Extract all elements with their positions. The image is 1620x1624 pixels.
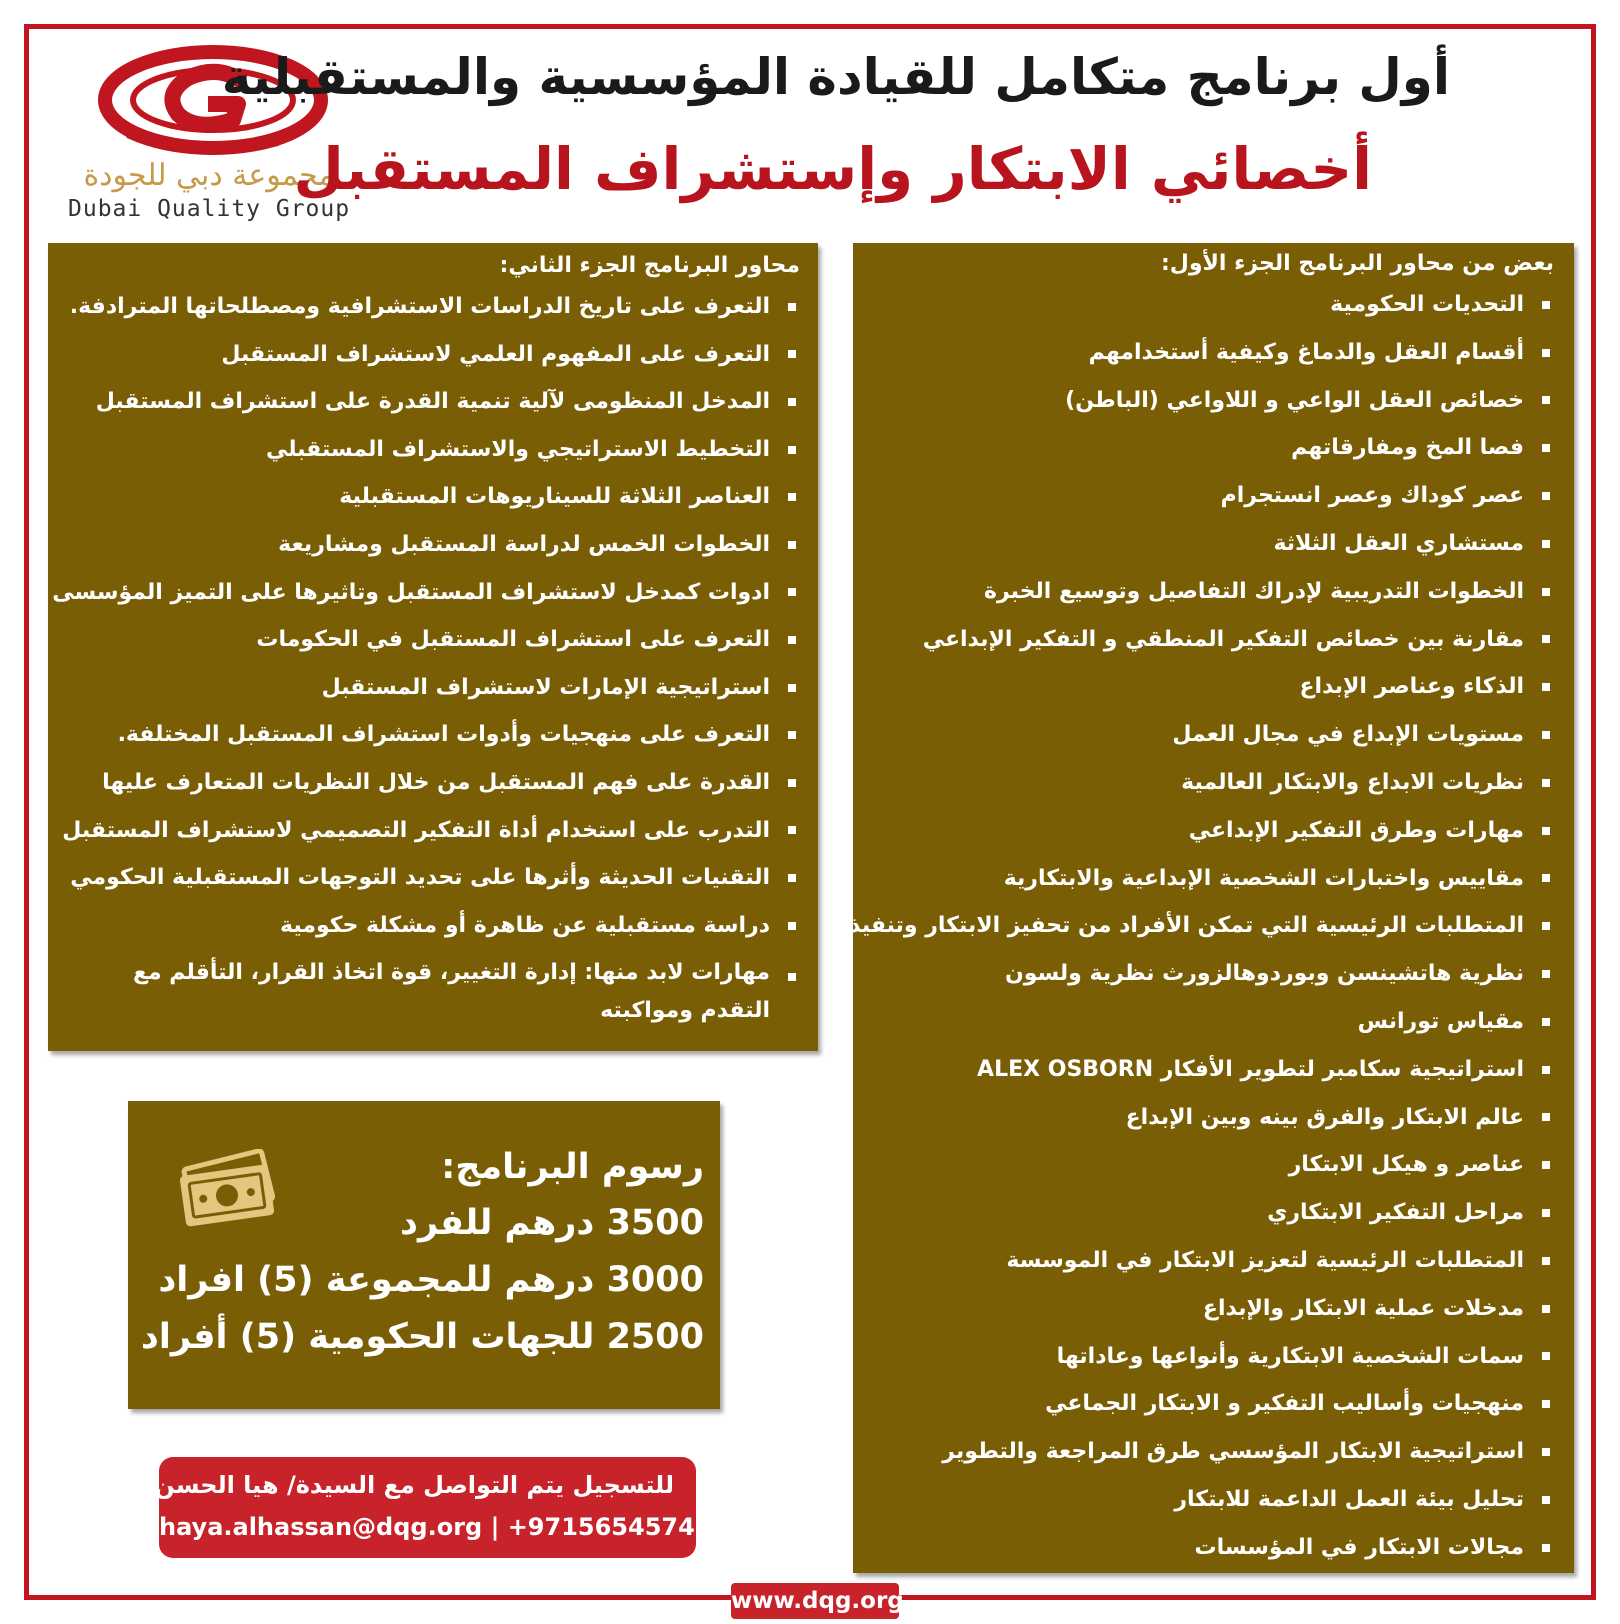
list-item: عالم الابتكار والفرق بينه وبين الإبداع xyxy=(867,1094,1554,1142)
list-item: مستويات الإبداع في مجال العمل xyxy=(867,711,1554,759)
list-item: مقارنة بين خصائص التفكير المنطقي و التفكير الإبداعي xyxy=(867,616,1554,664)
list-item: سمات الشخصية الابتكارية وأنواعها وعاداتها xyxy=(867,1333,1554,1381)
part-two-list xyxy=(36,283,800,1030)
part-one-heading: بعض من محاور البرنامج الجزء الأول: xyxy=(1160,251,1554,276)
money-icon xyxy=(178,1149,282,1233)
fees-panel xyxy=(36,1101,720,1409)
fee-government: 2500 للجهات الحكومية (5) أفراد فأكثر xyxy=(36,1317,704,1357)
list-item: مستشاري العقل الثلاثة xyxy=(867,520,1554,568)
list-item: مراحل التفكير الابتكاري xyxy=(867,1189,1554,1237)
list-item: الذكاء وعناصر الإبداع xyxy=(867,663,1554,711)
list-item: التخطيط الاستراتيجي والاستشراف المستقبلي xyxy=(60,426,800,474)
list-item: ادوات كمدخل لاستشراف المستقبل وتاثيرها على التميز المؤسسى . xyxy=(60,569,800,617)
list-item: عناصر و هيكل الابتكار xyxy=(867,1141,1554,1189)
list-item: أقسام العقل والدماغ وكيفية أستخدامهم xyxy=(867,329,1554,377)
list-item: استراتيجية الابتكار المؤسسي طرق المراجعة والتطوير xyxy=(867,1428,1554,1476)
list-item: مجالات الابتكار في المؤسسات xyxy=(867,1524,1554,1572)
list-item: خصائص العقل الواعي و اللاواعي (الباطن) xyxy=(867,377,1554,425)
list-item: دراسة مستقبلية عن ظاهرة أو مشكلة حكومية xyxy=(60,902,800,950)
list-item: فصا المخ ومفارقاتهم xyxy=(867,424,1554,472)
list-item: مهارات وطرق التفكير الإبداعي xyxy=(867,807,1554,855)
fees-title: رسوم البرنامج: xyxy=(441,1147,704,1187)
contact-email-phone[interactable]: haya.alhassan@dqg.org | +971565457412 xyxy=(159,1513,729,1541)
list-item: العناصر الثلاثة للسيناريوهات المستقبلية xyxy=(60,473,800,521)
website-link[interactable]: www.dqg.org xyxy=(731,1583,899,1619)
contact-text: للتسجيل يتم التواصل مع السيدة/ هيا الحسن xyxy=(154,1471,674,1499)
list-item: التعرف على تاريخ الدراسات الاستشرافية ومصطلحاتها المترادفة. xyxy=(60,283,800,331)
list-item: عصر كوداك وعصر انستجرام xyxy=(867,472,1554,520)
list-item: التعرف على استشراف المستقبل في الحكومات xyxy=(60,616,800,664)
fee-group: 3000 درهم للمجموعة (5) افراد xyxy=(158,1260,704,1300)
program-title: أخصائي الابتكار وإستشراف المستقبل xyxy=(293,135,1372,203)
logo-english-text: Dubai Quality Group xyxy=(68,196,351,222)
part-two-panel xyxy=(36,243,818,1051)
part-two-heading: محاور البرنامج الجزء الثاني: xyxy=(499,253,800,278)
list-item: المتطلبات الرئيسية لتعزيز الابتكار في الموسسة xyxy=(867,1237,1554,1285)
list-item: مهارات لابد منها: إدارة التغيير، قوة اتخاذ القرار، التأقلم مع التقدم ومواكبته xyxy=(60,949,800,1030)
list-item: منهجيات وأساليب التفكير و الابتكار الجماعي xyxy=(867,1380,1554,1428)
list-item: مقاييس واختبارات الشخصية الإبداعية والابتكارية xyxy=(867,855,1554,903)
list-item: استراتيجية سكامبر لتطوير الأفكار ALEX OSBORN xyxy=(867,1046,1554,1094)
list-item: نظرية هاتشينسن وبوردوهالزورث نظرية ولسون xyxy=(867,950,1554,998)
contact-box xyxy=(154,1457,729,1558)
part-one-panel xyxy=(836,243,1574,1573)
main-title: أول برنامج متكامل للقيادة المؤسسية والمستقبلية xyxy=(221,48,1450,106)
list-item: التحديات الحكومية xyxy=(867,281,1554,329)
list-item: القدرة على فهم المستقبل من خلال النظريات المتعارف عليها xyxy=(60,759,800,807)
list-item: التعرف على منهجيات وأدوات استشراف المستقبل المختلفة. xyxy=(60,711,800,759)
logo-arabic-text: مجموعة دبي للجودة xyxy=(83,158,335,193)
fee-individual: 3500 درهم للفرد xyxy=(400,1203,704,1243)
list-item: المتطلبات الرئيسية التي تمكن الأفراد من تحفيز الابتكار وتنفيذه xyxy=(867,902,1554,950)
list-item: استراتيجية الإمارات لاستشراف المستقبل xyxy=(60,664,800,712)
list-item: تحليل بيئة العمل الداعمة للابتكار xyxy=(867,1476,1554,1524)
list-item: نظريات الابداع والابتكار العالمية xyxy=(867,759,1554,807)
list-item: مقياس تورانس xyxy=(867,998,1554,1046)
list-item: التعرف على المفهوم العلمي لاستشراف المستقبل xyxy=(60,331,800,379)
list-item: مدخلات عملية الابتكار والإبداع xyxy=(867,1285,1554,1333)
list-item: الخطوات الخمس لدراسة المستقبل ومشاريعة xyxy=(60,521,800,569)
list-item: المدخل المنظومى لآلية تنمية القدرة على استشراف المستقبل xyxy=(60,378,800,426)
list-item: التدرب على استخدام أداة التفكير التصميمي لاستشراف المستقبل xyxy=(60,807,800,855)
part-one-list xyxy=(836,281,1554,1572)
list-item: التقنيات الحديثة وأثرها على تحديد التوجهات المستقبلية الحكومي xyxy=(60,854,800,902)
list-item: الخطوات التدريبية لإدراك التفاصيل وتوسيع الخبرة xyxy=(867,568,1554,616)
